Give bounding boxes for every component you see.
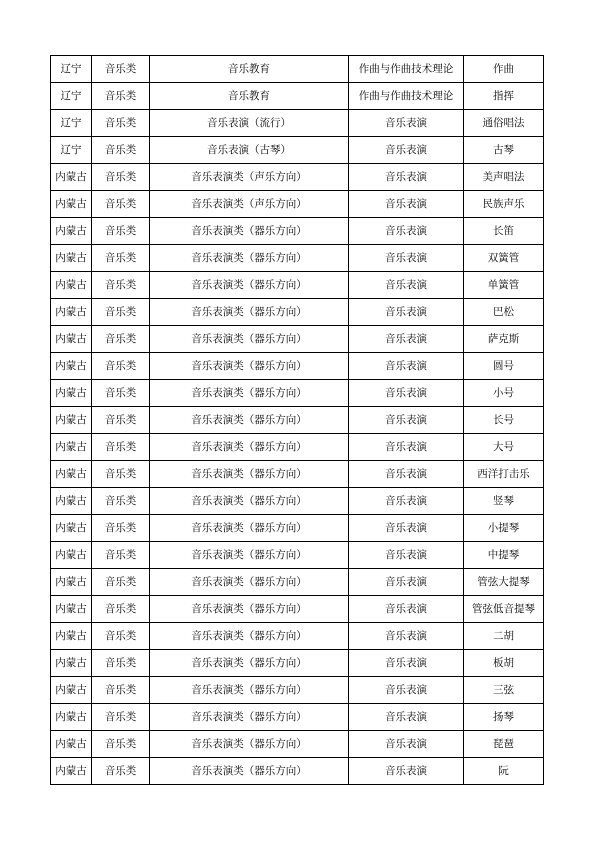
specialty-cell: 通俗唱法 <box>464 110 544 137</box>
major-cell: 音乐表演类（器乐方向） <box>150 326 349 353</box>
major-cell: 音乐表演类（器乐方向） <box>150 299 349 326</box>
category-cell: 音乐类 <box>92 542 150 569</box>
table-row <box>51 677 544 704</box>
major-cell: 音乐表演类（器乐方向） <box>150 353 349 380</box>
category-cell: 音乐类 <box>92 596 150 623</box>
table-row <box>51 218 544 245</box>
exam-subject-cell: 音乐表演 <box>349 137 464 164</box>
province-cell: 内蒙古 <box>51 623 92 650</box>
category-cell: 音乐类 <box>92 272 150 299</box>
exam-subject-cell: 音乐表演 <box>349 704 464 731</box>
specialty-cell: 指挥 <box>464 83 544 110</box>
specialty-cell: 三弦 <box>464 677 544 704</box>
province-cell: 内蒙古 <box>51 326 92 353</box>
table-row <box>51 110 544 137</box>
table-row <box>51 758 544 785</box>
table-row <box>51 353 544 380</box>
category-cell: 音乐类 <box>92 704 150 731</box>
province-cell: 辽宁 <box>51 83 92 110</box>
major-cell: 音乐表演类（器乐方向） <box>150 677 349 704</box>
province-cell: 内蒙古 <box>51 272 92 299</box>
exam-subject-cell: 音乐表演 <box>349 542 464 569</box>
province-cell: 内蒙古 <box>51 677 92 704</box>
specialty-cell: 萨克斯 <box>464 326 544 353</box>
category-cell: 音乐类 <box>92 218 150 245</box>
specialty-cell: 管弦低音提琴 <box>464 596 544 623</box>
exam-subject-cell: 音乐表演 <box>349 407 464 434</box>
specialty-cell: 长号 <box>464 407 544 434</box>
specialty-cell: 民族声乐 <box>464 191 544 218</box>
specialty-cell: 双簧管 <box>464 245 544 272</box>
major-cell: 音乐表演类（器乐方向） <box>150 461 349 488</box>
specialty-cell: 西洋打击乐 <box>464 461 544 488</box>
major-cell: 音乐教育 <box>150 83 349 110</box>
category-cell: 音乐类 <box>92 488 150 515</box>
table-row <box>51 407 544 434</box>
specialty-cell: 管弦大提琴 <box>464 569 544 596</box>
exam-subject-cell: 音乐表演 <box>349 596 464 623</box>
specialty-cell: 圆号 <box>464 353 544 380</box>
exam-subject-cell: 作曲与作曲技术理论 <box>349 83 464 110</box>
major-cell: 音乐表演类（器乐方向） <box>150 245 349 272</box>
exam-subject-cell: 音乐表演 <box>349 731 464 758</box>
table-row <box>51 272 544 299</box>
major-cell: 音乐表演类（器乐方向） <box>150 758 349 785</box>
category-cell: 音乐类 <box>92 326 150 353</box>
province-cell: 内蒙古 <box>51 569 92 596</box>
province-cell: 内蒙古 <box>51 380 92 407</box>
exam-subject-cell: 音乐表演 <box>349 326 464 353</box>
specialty-cell: 小提琴 <box>464 515 544 542</box>
exam-subject-cell: 作曲与作曲技术理论 <box>349 56 464 83</box>
province-cell: 辽宁 <box>51 110 92 137</box>
exam-subject-cell: 音乐表演 <box>349 758 464 785</box>
category-cell: 音乐类 <box>92 677 150 704</box>
specialty-cell: 长笛 <box>464 218 544 245</box>
table-row <box>51 542 544 569</box>
province-cell: 内蒙古 <box>51 596 92 623</box>
major-cell: 音乐表演类（器乐方向） <box>150 434 349 461</box>
major-cell: 音乐表演类（器乐方向） <box>150 623 349 650</box>
exam-subject-cell: 音乐表演 <box>349 677 464 704</box>
table-row <box>51 731 544 758</box>
table-row <box>51 380 544 407</box>
province-cell: 内蒙古 <box>51 299 92 326</box>
specialty-cell: 二胡 <box>464 623 544 650</box>
major-cell: 音乐表演类（器乐方向） <box>150 650 349 677</box>
province-cell: 内蒙古 <box>51 218 92 245</box>
exam-subject-cell: 音乐表演 <box>349 461 464 488</box>
exam-subject-cell: 音乐表演 <box>349 191 464 218</box>
table-row <box>51 56 544 83</box>
specialty-cell: 作曲 <box>464 56 544 83</box>
exam-subject-cell: 音乐表演 <box>349 110 464 137</box>
table-row <box>51 83 544 110</box>
major-cell: 音乐表演类（器乐方向） <box>150 272 349 299</box>
category-cell: 音乐类 <box>92 461 150 488</box>
table-row <box>51 623 544 650</box>
major-cell: 音乐表演类（器乐方向） <box>150 407 349 434</box>
category-cell: 音乐类 <box>92 623 150 650</box>
specialty-cell: 美声唱法 <box>464 164 544 191</box>
table-row <box>51 299 544 326</box>
province-cell: 内蒙古 <box>51 704 92 731</box>
category-cell: 音乐类 <box>92 731 150 758</box>
province-cell: 内蒙古 <box>51 650 92 677</box>
category-cell: 音乐类 <box>92 407 150 434</box>
major-cell: 音乐表演类（器乐方向） <box>150 218 349 245</box>
province-cell: 内蒙古 <box>51 488 92 515</box>
category-cell: 音乐类 <box>92 434 150 461</box>
province-cell: 内蒙古 <box>51 245 92 272</box>
specialty-cell: 板胡 <box>464 650 544 677</box>
major-cell: 音乐表演（古琴） <box>150 137 349 164</box>
exam-subject-cell: 音乐表演 <box>349 299 464 326</box>
table-row <box>51 515 544 542</box>
exam-subject-cell: 音乐表演 <box>349 488 464 515</box>
specialty-cell: 单簧管 <box>464 272 544 299</box>
category-cell: 音乐类 <box>92 299 150 326</box>
specialty-cell: 中提琴 <box>464 542 544 569</box>
category-cell: 音乐类 <box>92 569 150 596</box>
category-cell: 音乐类 <box>92 650 150 677</box>
specialty-cell: 扬琴 <box>464 704 544 731</box>
major-cell: 音乐表演类（器乐方向） <box>150 569 349 596</box>
province-cell: 内蒙古 <box>51 542 92 569</box>
specialty-cell: 巴松 <box>464 299 544 326</box>
province-cell: 内蒙古 <box>51 164 92 191</box>
table-row <box>51 704 544 731</box>
category-cell: 音乐类 <box>92 245 150 272</box>
province-cell: 内蒙古 <box>51 731 92 758</box>
exam-subject-cell: 音乐表演 <box>349 515 464 542</box>
province-cell: 内蒙古 <box>51 758 92 785</box>
category-cell: 音乐类 <box>92 353 150 380</box>
category-cell: 音乐类 <box>92 137 150 164</box>
specialty-cell: 竖琴 <box>464 488 544 515</box>
table-row <box>51 191 544 218</box>
major-cell: 音乐教育 <box>150 56 349 83</box>
category-cell: 音乐类 <box>92 758 150 785</box>
major-cell: 音乐表演类（器乐方向） <box>150 380 349 407</box>
exam-subject-cell: 音乐表演 <box>349 434 464 461</box>
table-row <box>51 164 544 191</box>
exam-subject-cell: 音乐表演 <box>349 272 464 299</box>
table-row <box>51 326 544 353</box>
specialty-cell: 琵琶 <box>464 731 544 758</box>
major-cell: 音乐表演类（器乐方向） <box>150 731 349 758</box>
table-row <box>51 434 544 461</box>
table-body <box>51 56 544 785</box>
exam-subject-cell: 音乐表演 <box>349 569 464 596</box>
major-cell: 音乐表演类（器乐方向） <box>150 515 349 542</box>
exam-subject-cell: 音乐表演 <box>349 245 464 272</box>
major-cell: 音乐表演类（器乐方向） <box>150 596 349 623</box>
category-cell: 音乐类 <box>92 380 150 407</box>
exam-subject-cell: 音乐表演 <box>349 218 464 245</box>
category-cell: 音乐类 <box>92 164 150 191</box>
category-cell: 音乐类 <box>92 515 150 542</box>
table-row <box>51 650 544 677</box>
province-cell: 内蒙古 <box>51 191 92 218</box>
province-cell: 内蒙古 <box>51 434 92 461</box>
category-cell: 音乐类 <box>92 83 150 110</box>
province-cell: 内蒙古 <box>51 461 92 488</box>
province-cell: 内蒙古 <box>51 353 92 380</box>
province-cell: 辽宁 <box>51 56 92 83</box>
exam-subject-cell: 音乐表演 <box>349 623 464 650</box>
category-cell: 音乐类 <box>92 56 150 83</box>
table-row <box>51 569 544 596</box>
exam-subject-cell: 音乐表演 <box>349 164 464 191</box>
table-row <box>51 137 544 164</box>
table-row <box>51 488 544 515</box>
major-cell: 音乐表演类（器乐方向） <box>150 704 349 731</box>
major-cell: 音乐表演类（声乐方向） <box>150 191 349 218</box>
category-cell: 音乐类 <box>92 110 150 137</box>
specialty-cell: 古琴 <box>464 137 544 164</box>
major-cell: 音乐表演类（声乐方向） <box>150 164 349 191</box>
table-row <box>51 461 544 488</box>
table-row <box>51 245 544 272</box>
province-cell: 内蒙古 <box>51 515 92 542</box>
exam-subject-cell: 音乐表演 <box>349 353 464 380</box>
exam-subject-cell: 音乐表演 <box>349 650 464 677</box>
category-cell: 音乐类 <box>92 191 150 218</box>
specialty-cell: 大号 <box>464 434 544 461</box>
specialty-cell: 阮 <box>464 758 544 785</box>
major-cell: 音乐表演类（器乐方向） <box>150 488 349 515</box>
specialty-cell: 小号 <box>464 380 544 407</box>
major-cell: 音乐表演（流行） <box>150 110 349 137</box>
major-cell: 音乐表演类（器乐方向） <box>150 542 349 569</box>
program-table <box>50 55 544 785</box>
province-cell: 内蒙古 <box>51 407 92 434</box>
exam-subject-cell: 音乐表演 <box>349 380 464 407</box>
province-cell: 辽宁 <box>51 137 92 164</box>
table-row <box>51 596 544 623</box>
